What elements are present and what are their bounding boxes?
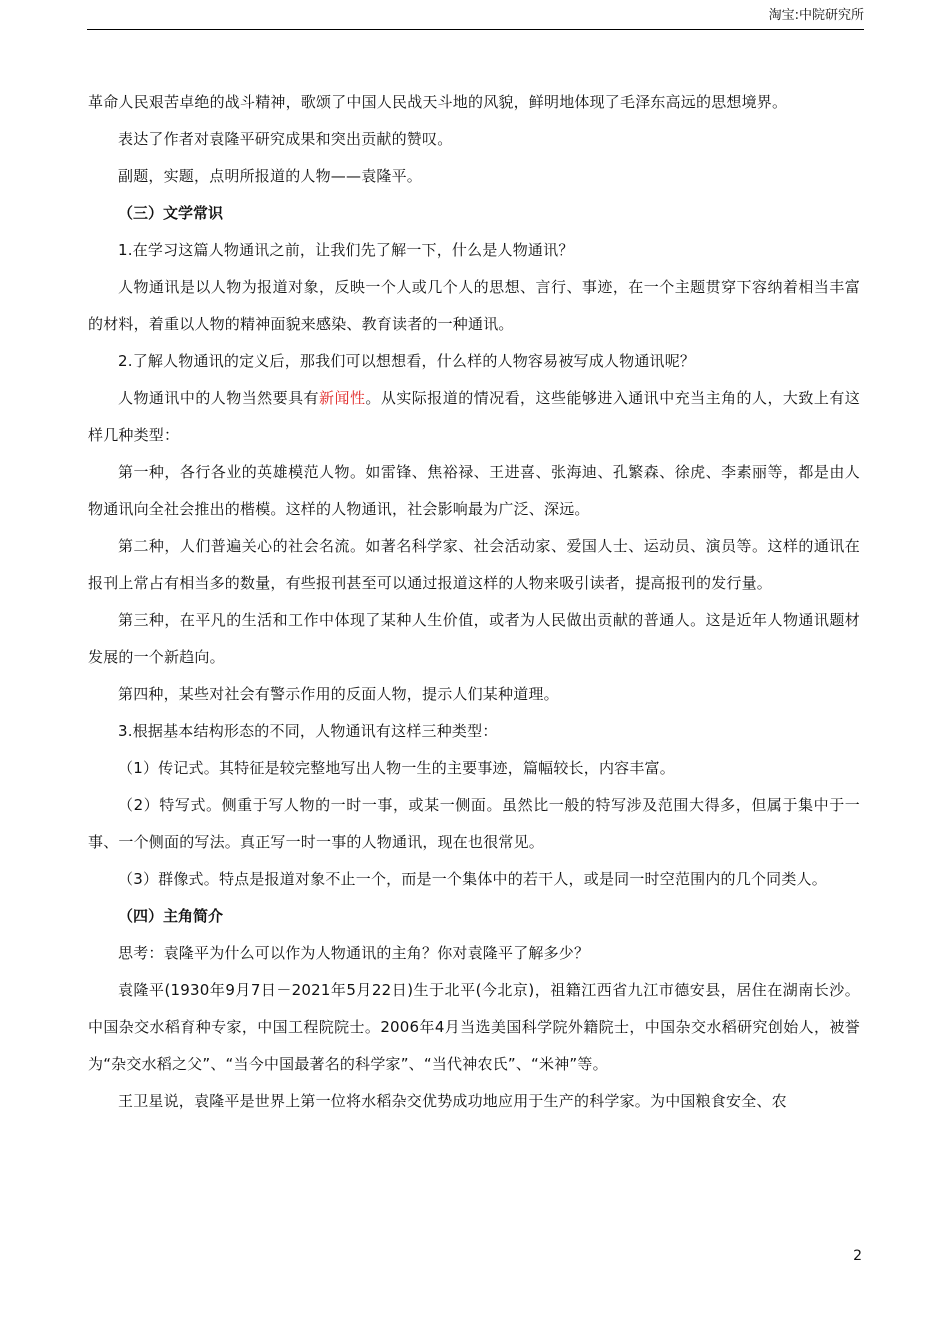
page-header xyxy=(87,8,864,30)
paragraph: 人物通讯是以人物为报道对象，反映一个人或几个人的思想、言行、事迹，在一个主题贯穿下容纳着相当丰富的材料，着重以人物的精神面貌来感染、教育读者的一种通讯。 xyxy=(88,278,860,333)
section-heading-literary-knowledge: （三）文学常识 xyxy=(118,204,224,222)
text-segment: 人物通讯中的人物当然要具有 xyxy=(118,389,320,407)
paragraph: 3.根据基本结构形态的不同，人物通讯有这样三种类型： xyxy=(118,722,498,740)
paragraph: 第二种，人们普遍关心的社会名流。如著名科学家、社会活动家、爱国人士、运动员、演员等。这样的通讯在报刊上常占有相当多的数量，有些报刊甚至可以通过报道这样的人物来吸引读者，提高报刊的发行量。 xyxy=(88,537,860,592)
paragraph: 副题，实题，点明所报道的人物——袁隆平。 xyxy=(118,167,423,185)
paragraph: 袁隆平(1930年9月7日－2021年5月22日)生于北平(今北京)，祖籍江西省九江市德安县，居住在湖南长沙。中国杂交水稻育种专家，中国工程院院士。2006年4月当选美国科学院外籍院士，中国杂交水稻研究创始人，被誉为“杂交水稻之父”、“当今中国最著名的科学家”、“当代神农氏”、“米神”等。 xyxy=(88,981,860,1073)
paragraph: 王卫星说，袁隆平是世界上第一位将水稻杂交优势成功地应用于生产的科学家。为中国粮食安全、农 xyxy=(118,1092,787,1110)
text-segment: 。从实际报道的情况看，这些能够进入通讯中充当主角的人，大致上有这样几种类型： xyxy=(88,389,860,444)
paragraph: 1.在学习这篇人物通讯之前，让我们先了解一下，什么是人物通讯？ xyxy=(118,241,574,259)
paragraph: 第三种，在平凡的生活和工作中体现了某种人生价值，或者为人民做出贡献的普通人。这是近年人物通讯题材发展的一个新趋向。 xyxy=(88,611,860,666)
page-number: 2 xyxy=(853,1248,862,1264)
paragraph: 第四种，某些对社会有警示作用的反面人物，提示人们某种道理。 xyxy=(118,685,559,703)
paragraph: 表达了作者对袁隆平研究成果和突出贡献的赞叹。 xyxy=(118,130,453,148)
section-heading-protagonist-intro: （四）主角简介 xyxy=(118,907,224,925)
paragraph: 思考：袁隆平为什么可以作为人物通讯的主角？你对袁隆平了解多少？ xyxy=(118,944,590,962)
paragraph: 第一种，各行各业的英雄模范人物。如雷锋、焦裕禄、王进喜、张海迪、孔繁森、徐虎、李素丽等，都是由人物通讯向全社会推出的楷模。这样的人物通讯，社会影响最为广泛、深远。 xyxy=(88,463,860,518)
paragraph: 革命人民艰苦卓绝的战斗精神，歌颂了中国人民战天斗地的风貌，鲜明地体现了毛泽东高远的思想境界。 xyxy=(88,93,788,111)
highlighted-term: 新闻性 xyxy=(319,389,366,407)
paragraph xyxy=(88,380,860,454)
header-text: 淘宝:中院研究所 xyxy=(768,8,864,23)
paragraph: 2.了解人物通讯的定义后，那我们可以想想看，什么样的人物容易被写成人物通讯呢？ xyxy=(118,352,696,370)
paragraph: （3）群像式。特点是报道对象不止一个，而是一个集体中的若干人，或是同一时空范围内的几个同类人。 xyxy=(118,870,827,888)
paragraph: （1）传记式。其特征是较完整地写出人物一生的主要事迹，篇幅较长，内容丰富。 xyxy=(118,759,675,777)
paragraph: （2）特写式。侧重于写人物的一时一事，或某一侧面。虽然比一般的特写涉及范围大得多，但属于集中于一事、一个侧面的写法。真正写一时一事的人物通讯，现在也很常见。 xyxy=(88,796,860,851)
document-body xyxy=(88,84,860,1120)
